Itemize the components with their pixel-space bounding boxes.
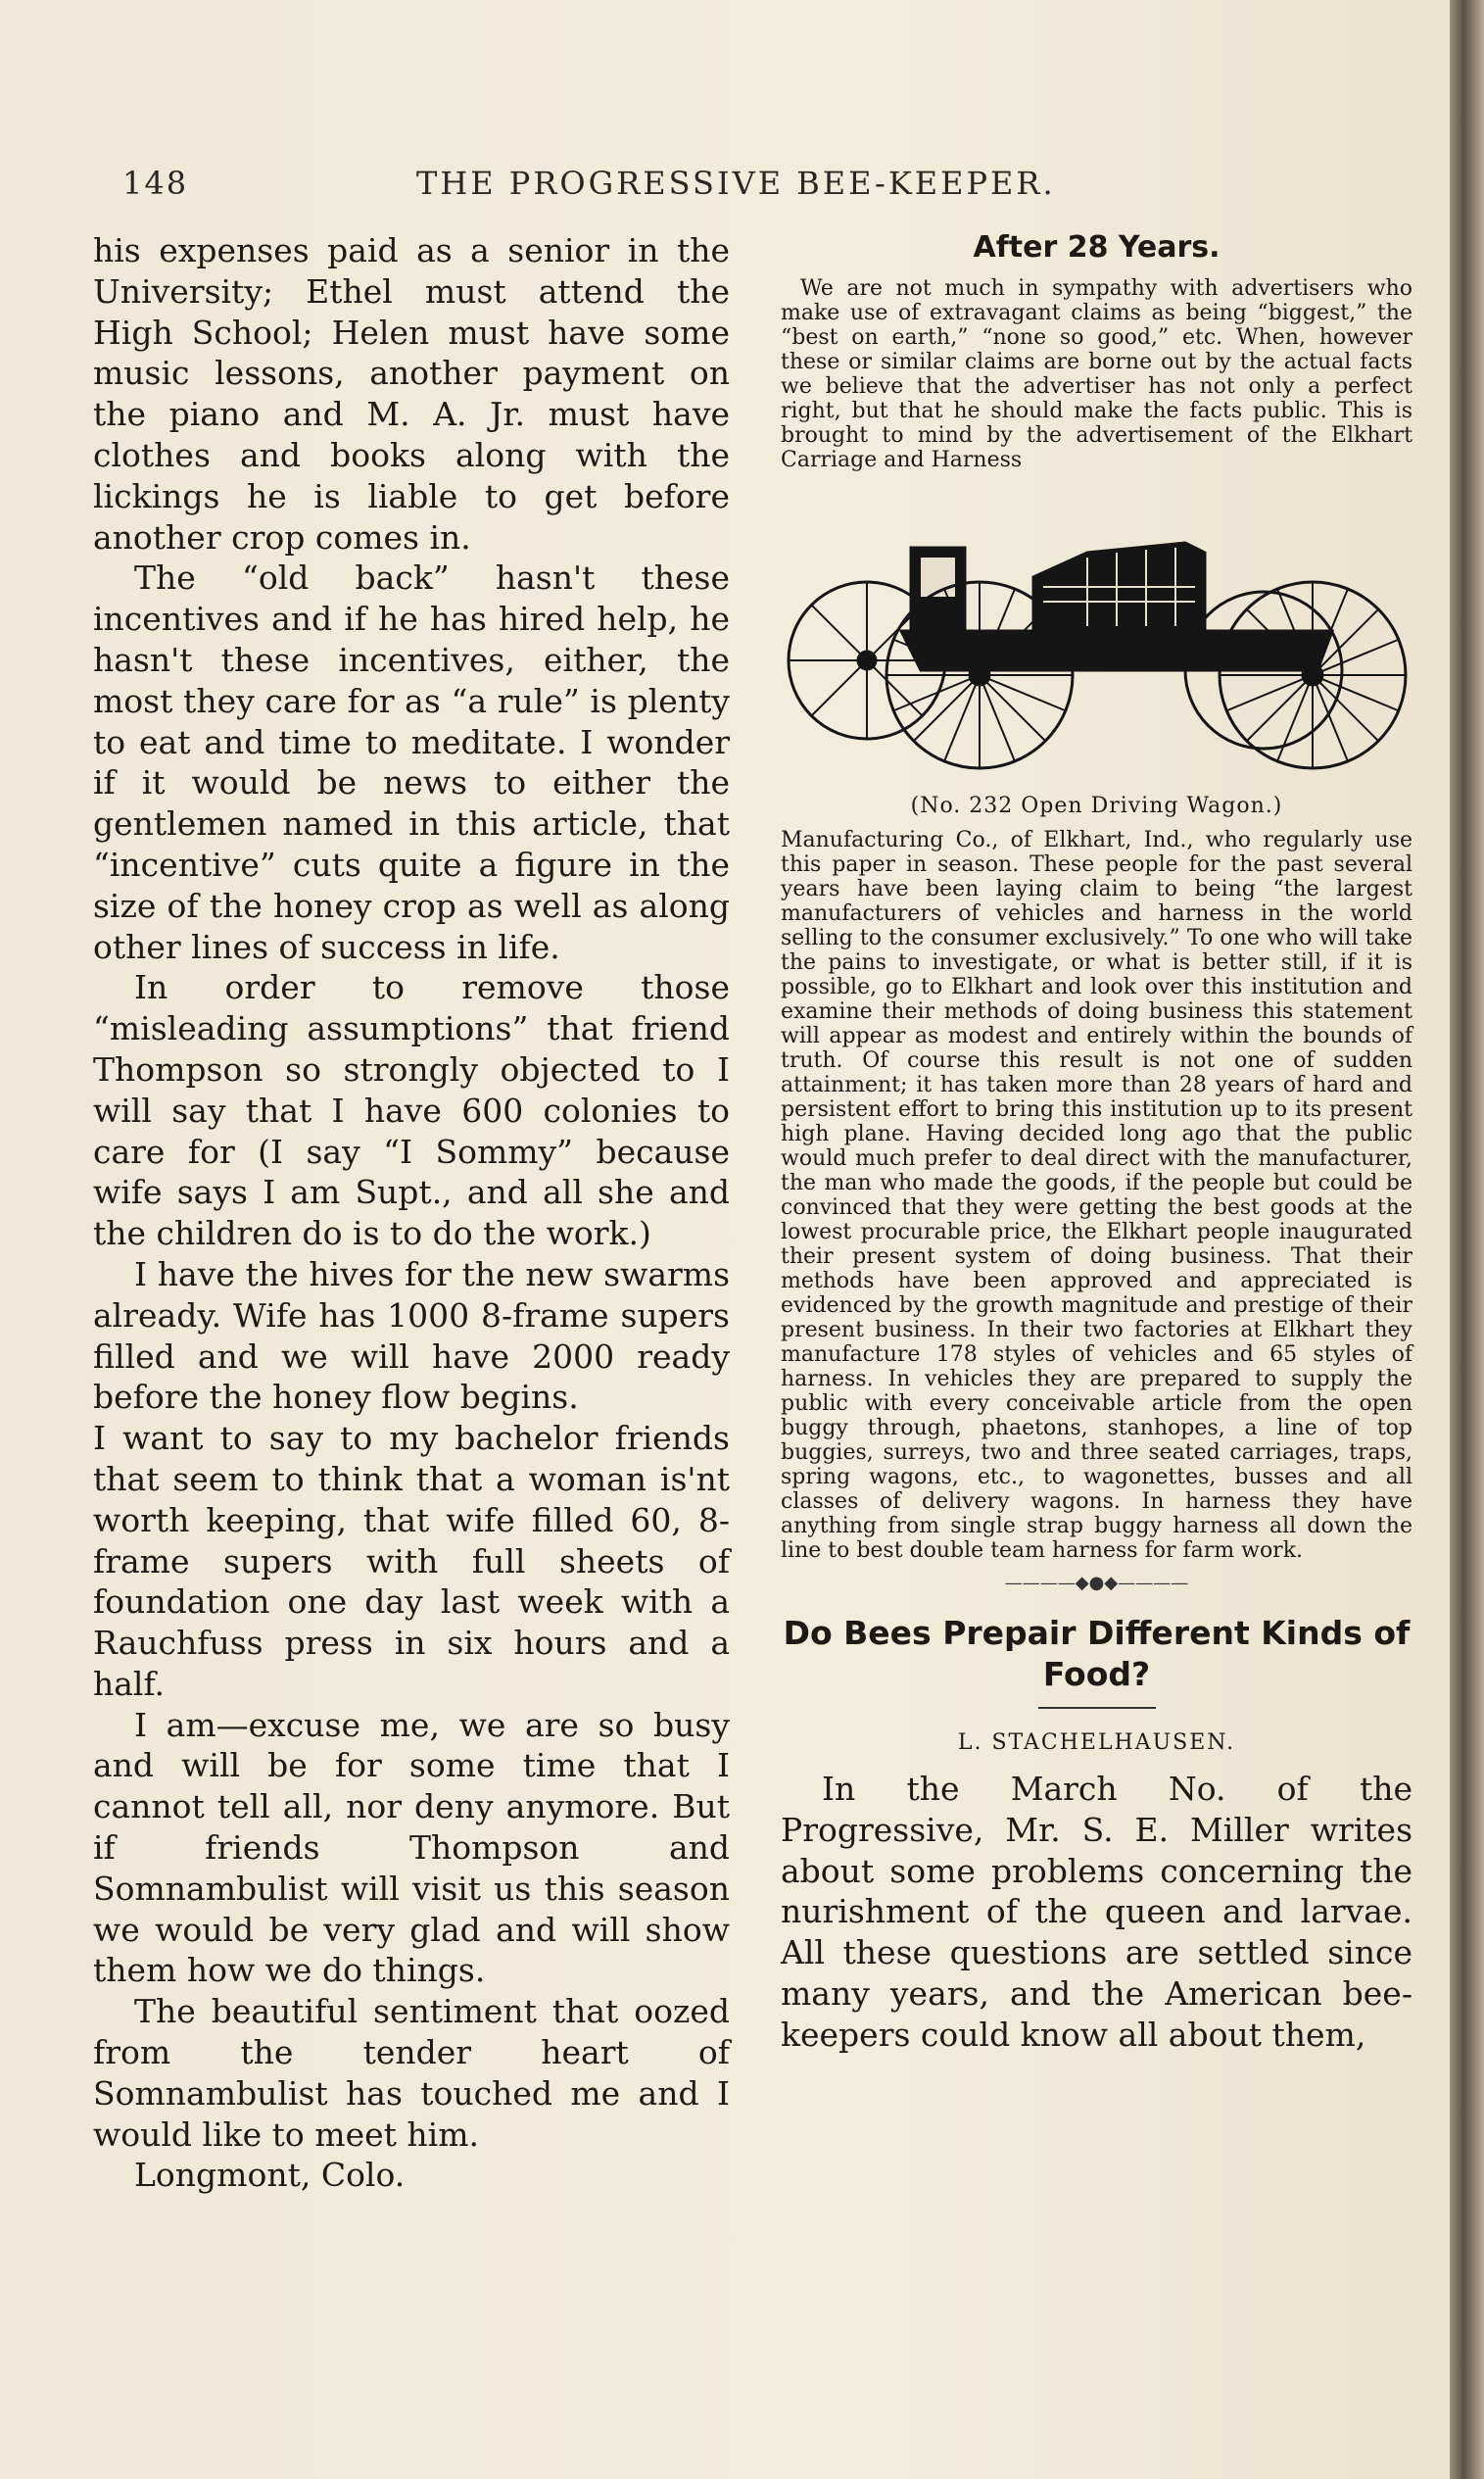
article-heading: Do Bees Prepair Different Kinds of Food? (783, 1614, 1411, 1693)
ad-intro: We are not much in sympathy with advertisers who make use of extravagant claims as being “biggest,” the “best on earth,” “none so good,” etc. When, however these or similar claims are borne out by the actual facts we believe that the advertiser has not only a perfect right, but that he should make the facts public. This is brought to mind by the advertisement of the Elkhart Carriage and Harness (781, 276, 1412, 472)
right-column (781, 230, 1412, 2056)
paragraph: The beautiful sentiment that oozed from the tender heart of Somnambulist has touched me and I would like to meet him. (93, 1992, 730, 2154)
ad-heading: After 28 Years. (973, 230, 1221, 265)
paragraph: The “old back” hasn't these incentives and if he has hired help, he hasn't these incentives, either, the most they care for as “a rule” is plenty to eat and time to meditate. I wonder if it would be news to either the gentlemen named in this article, that “incentive” cuts quite a figure in the size of the honey crop as well as along other lines of success in life. (93, 559, 730, 966)
paragraph: I want to say to my bachelor friends that seem to think that a woman is'nt worth keeping, that wife filled 60, 8-frame supers with full sheets of foundation one day last week with a Rauchfuss press in six hours and a half. (93, 1419, 730, 1703)
paragraph: In order to remove those “misleading assumptions” that friend Thompson so strongly objected to I will say that I have 600 colonies to care for (I say “I Sommy” because wife says I am Supt., and all she and the children do is to do the work.) (93, 968, 730, 1253)
running-header (122, 165, 1102, 204)
article-body: In the March No. of the Progressive, Mr. S. E. Miller writes about some problems concerning the nurishment of the queen and larvae. All these questions are settled since many years, and the American bee-keepers could know all about them, (781, 1770, 1412, 2054)
paragraph: I am—excuse me, we are so busy and will be for some time that I cannot tell all, nor deny anymore. But if friends Thompson and Somnambulist will visit us this season we would be very glad and will show them how we do things. (93, 1705, 730, 1990)
ad-body: Manufacturing Co., of Elkhart, Ind., who regularly use this paper in season. These people for the past several years have been laying claim to being “the largest manufacturers of vehicles and harness in the world selling to the consumer exclusively.” To one who will take the pains to investigate, or what is better still, if it is possible, go to Elkhart and look over this institution and examine their methods of doing business this statement will appear as modest and entirely within the bounds of truth. Of course this result is not one of sudden attainment; it has taken more than 28 years of hard and persistent effort to bring this institution up to its present high plane. Having decided long ago that the public would much prefer to deal direct with the manufacturer, the man who made the goods, if the people but could be convinced that they were getting the best goods at the lowest procurable price, the Elkhart people inaugurated their present system of doing business. That their methods have been approved and appreciated is evidenced by the growth magnitude and prestige of their present business. In their two factories at Elkhart they manufacture 178 styles of vehicles and 65 styles of harness. In vehicles they are prepared to supply the public with every conceivable article from the open buggy through, phaetons, stanhopes, a line of top buggies, surreys, two and three seated carriages, traps, spring wagons, etc., to wagonettes, busses and all classes of delivery wagons. In harness they have anything from single strap buggy harness all down the line to best double team harness for farm work. (781, 828, 1412, 1563)
image-caption: (No. 232 Open Driving Wagon.) (910, 794, 1283, 818)
page-number: 148 (122, 165, 189, 202)
paragraph: his expenses paid as a senior in the University; Ethel must attend the High School; Helen must have some music lessons, another payment on the piano and M. A. Jr. must have clothes and books along with the lickings he is liable to get before another crop comes in. (93, 231, 730, 557)
journal-title: THE PROGRESSIVE BEE-KEEPER. (416, 165, 1056, 202)
section-ornament: ————◆●◆———— (1004, 1573, 1189, 1593)
book-spine-edge (1450, 0, 1484, 2479)
divider (1038, 1707, 1156, 1709)
paragraph: I have the hives for the new swarms already. Wife has 1000 8-frame supers filled and we will have 2000 ready before the honey flow begins. (93, 1254, 730, 1417)
article-byline: L. STACHELHAUSEN. (957, 1730, 1236, 1755)
wagon-illustration (784, 494, 1411, 788)
signoff: Longmont, Colo. (134, 2156, 406, 2195)
left-column (93, 230, 730, 2196)
